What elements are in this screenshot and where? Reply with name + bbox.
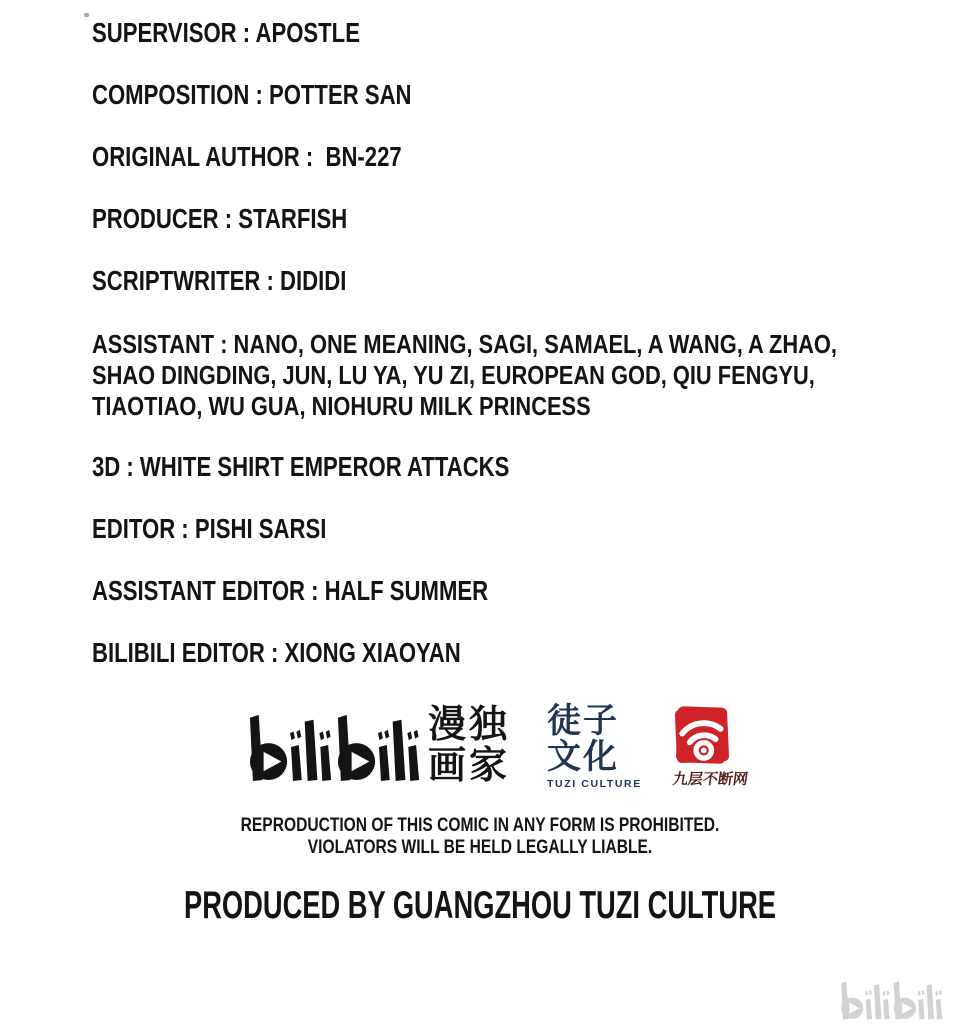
credit-original-author: ORIGINAL AUTHOR : BN-227 bbox=[92, 141, 402, 172]
credit-assistant-editor: ASSISTANT EDITOR : HALF SUMMER bbox=[92, 575, 489, 606]
manhua-dujia-row2: 画家 bbox=[428, 743, 511, 787]
produced-by-line: PRODUCED BY GUANGZHOU TUZI CULTURE bbox=[183, 884, 777, 927]
manhua-dujia-row1: 漫独 bbox=[428, 702, 511, 746]
red-seal-logo bbox=[673, 703, 748, 787]
tuzi-row1: 徒子 bbox=[547, 701, 620, 741]
logo-row bbox=[248, 703, 960, 798]
notice-line2: VIOLATORS WILL BE HELD LEGALLY LIABLE. bbox=[307, 837, 653, 858]
credit-producer: PRODUCER : STARFISH bbox=[92, 203, 348, 234]
credit-bilibili-editor: BILIBILI EDITOR : XIONG XIAOYAN bbox=[92, 637, 461, 668]
seal-calligraphy: 九层不断网 bbox=[671, 770, 750, 788]
credit-assistant: ASSISTANT : NANO, ONE MEANING, SAGI, SAMAEL, A WANG, A ZHAO, SHAO DINGDING, JUN, LU YA, YU ZI, EUROPEAN GOD, QIU FENGYU, TIAOTIAO, WU GUA, NIOHURU MILK PRINCESS bbox=[92, 329, 844, 421]
bilibili-logo-icon bbox=[248, 709, 422, 782]
copyright-notice bbox=[0, 815, 960, 859]
tuzi-caption: TUZI CULTURE bbox=[547, 778, 642, 790]
credit-supervisor: SUPERVISOR : APOSTLE bbox=[92, 17, 360, 48]
dust-speck bbox=[84, 13, 89, 17]
tuzi-culture-logo bbox=[547, 703, 642, 790]
credit-composition: COMPOSITION : POTTER SAN bbox=[92, 79, 412, 110]
credit-editor: EDITOR : PISHI SARSI bbox=[92, 513, 327, 544]
notice-line1: REPRODUCTION OF THIS COMIC IN ANY FORM IS PROHIBITED. bbox=[240, 815, 720, 836]
credit-3d: 3D : WHITE SHIRT EMPEROR ATTACKS bbox=[92, 451, 510, 482]
manhua-dujia-logo bbox=[428, 704, 510, 786]
tuzi-row2: 文化 bbox=[547, 737, 620, 777]
credit-scriptwriter: SCRIPTWRITER : DIDIDI bbox=[92, 265, 347, 296]
bilibili-watermark-icon bbox=[840, 978, 944, 1025]
wifi-seal-icon bbox=[673, 705, 731, 767]
